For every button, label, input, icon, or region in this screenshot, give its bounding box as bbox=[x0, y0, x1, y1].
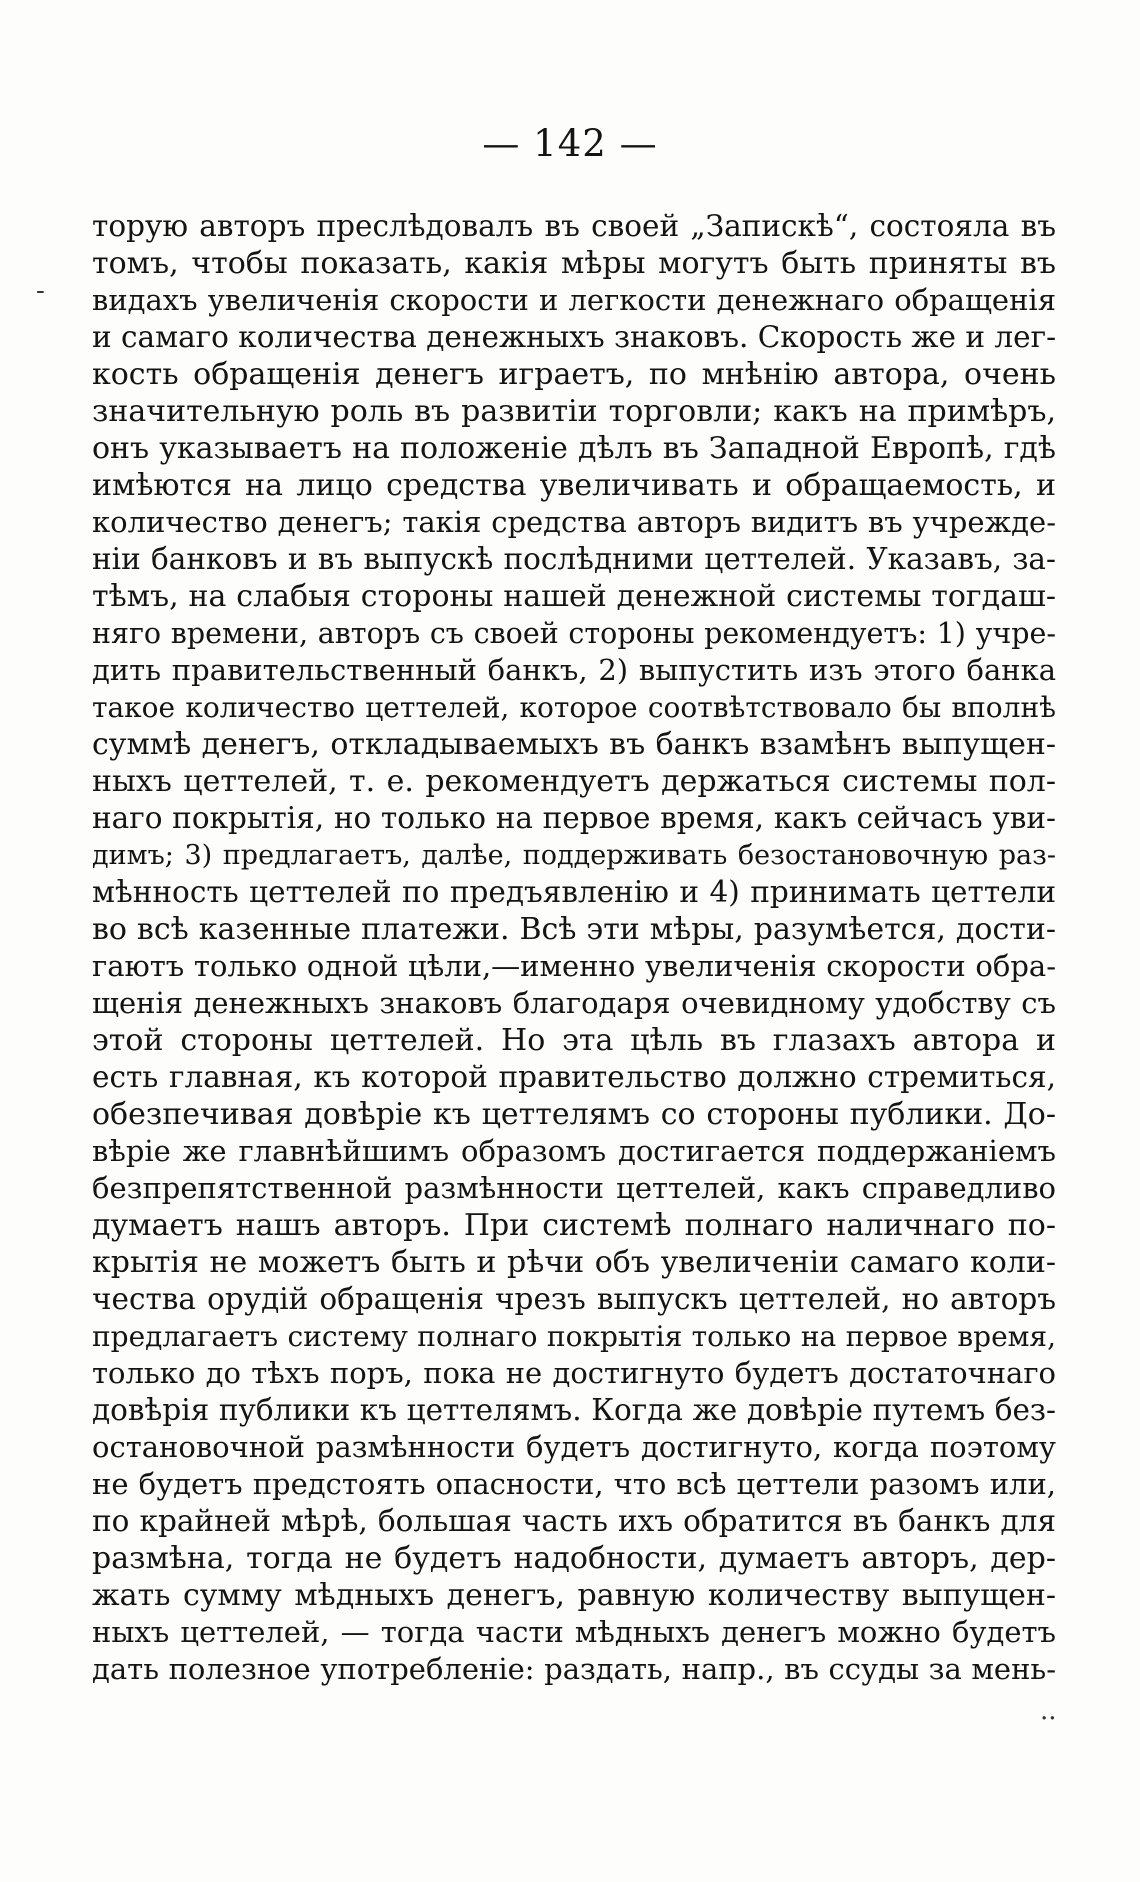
text-line: не будетъ предстоять опасности, что всѣ цеттели разомъ или, bbox=[92, 1467, 1056, 1501]
text-line: думаетъ нашъ авторъ. При системѣ полнаго наличнаго по- bbox=[92, 1208, 1056, 1243]
text-line: количество денегъ; такія средства авторъ видитъ въ учрежде- bbox=[92, 505, 1056, 539]
text-line: мѣнность цеттелей по предъявленію и 4) принимать цеттели bbox=[92, 875, 1056, 909]
text-line: тѣмъ, на слабыя стороны нашей денежной системы тогдаш- bbox=[92, 579, 1056, 614]
margin-mark: - bbox=[36, 276, 45, 306]
text-line: дать полезное употребленіе: раздать, напр., въ ссуды за мень- bbox=[92, 1652, 1056, 1686]
text-line: ныхъ цеттелей, т. е. рекомендуетъ держаться системы пол- bbox=[92, 764, 1056, 799]
text-line: жать сумму мѣдныхъ денегъ, равную количеству выпущен- bbox=[92, 1578, 1056, 1613]
text-line: наго покрытія, но только на первое время, какъ сейчасъ уви- bbox=[92, 801, 1056, 835]
text-line: остановочной размѣнности будетъ достигнуто, когда поэтому bbox=[92, 1430, 1056, 1464]
text-line: кость обращенія денегъ играетъ, по мнѣнію автора, очень bbox=[92, 357, 1056, 392]
text-line: вѣріе же главнѣйшимъ образомъ достигается поддержаніемъ bbox=[92, 1134, 1056, 1168]
text-line: онъ указываетъ на положеніе дѣлъ въ Западной Европѣ, гдѣ bbox=[92, 431, 1056, 466]
text-line: дить правительственный банкъ, 2) выпустить изъ этого банка bbox=[92, 653, 1056, 687]
text-line: есть главная, къ которой правительство должно стремиться, bbox=[92, 1060, 1056, 1094]
text-block bbox=[92, 208, 1056, 1688]
text-line: видахъ увеличенія скорости и легкости денежнаго обращенія bbox=[92, 283, 1056, 317]
text-line: безпрепятственной размѣнности цеттелей, какъ справедливо bbox=[92, 1171, 1056, 1205]
text-line: щенія денежныхъ знаковъ благодаря очевидному удобству съ bbox=[92, 986, 1056, 1020]
text-line: и самаго количества денежныхъ знаковъ. Скорость же и лег- bbox=[92, 320, 1056, 354]
text-line: димъ; 3) предлагаетъ, далѣе, поддерживать безостановочную раз- bbox=[92, 840, 1056, 871]
text-line: значительную роль въ развитіи торговли; какъ на примѣръ, bbox=[92, 394, 1056, 429]
text-line: довѣрія публики къ цеттелямъ. Когда же довѣріе путемъ без- bbox=[92, 1393, 1056, 1427]
text-line: этой стороны цеттелей. Но эта цѣль въ глазахъ автора и bbox=[92, 1023, 1056, 1058]
text-line: крытія не можетъ быть и рѣчи объ увеличеніи самаго коли- bbox=[92, 1245, 1056, 1280]
text-line: имѣются на лицо средства увеличивать и обращаемость, и bbox=[92, 468, 1056, 503]
text-line: обезпечивая довѣріе къ цеттелямъ со стороны публики. До- bbox=[92, 1097, 1056, 1132]
text-line: гаютъ только одной цѣли,—именно увеличенія скорости обра- bbox=[92, 949, 1056, 983]
text-line: только до тѣхъ поръ, пока не достигнуто будетъ достаточнаго bbox=[92, 1356, 1056, 1390]
text-line: размѣна, тогда не будетъ надобности, думаетъ авторъ, дер- bbox=[92, 1541, 1056, 1576]
text-line: суммѣ денегъ, откладываемыхъ въ банкъ взамѣнъ выпущен- bbox=[92, 727, 1056, 762]
text-line: томъ, чтобы показать, какія мѣры могутъ быть приняты въ bbox=[92, 246, 1056, 281]
text-line: во всѣ казенные платежи. Всѣ эти мѣры, разумѣется, дости- bbox=[92, 912, 1056, 947]
text-line: ныхъ цеттелей, — тогда части мѣдныхъ денегъ можно будетъ bbox=[92, 1615, 1056, 1649]
footer-mark: .. bbox=[1040, 1696, 1057, 1726]
text-line: няго времени, авторъ съ своей стороны рекомендуетъ: 1) учре- bbox=[92, 617, 1056, 650]
text-line: чества орудій обращенія чрезъ выпускъ цеттелей, но авторъ bbox=[92, 1282, 1056, 1316]
page-number: — 142 — bbox=[482, 122, 658, 165]
text-line: торую авторъ преслѣдовалъ въ своей „Запискѣ“, состояла въ bbox=[92, 209, 1056, 243]
text-line: по крайней мѣрѣ, большая часть ихъ обратится въ банкъ для bbox=[92, 1504, 1056, 1538]
text-line: ніи банковъ и въ выпускѣ послѣдними цеттелей. Указавъ, за- bbox=[92, 542, 1056, 576]
text-line: такое количество цеттелей, которое соотвѣтствовало бы вполнѣ bbox=[92, 691, 1056, 724]
text-line: предлагаетъ систему полнаго покрытія только на первое время, bbox=[92, 1320, 1056, 1353]
